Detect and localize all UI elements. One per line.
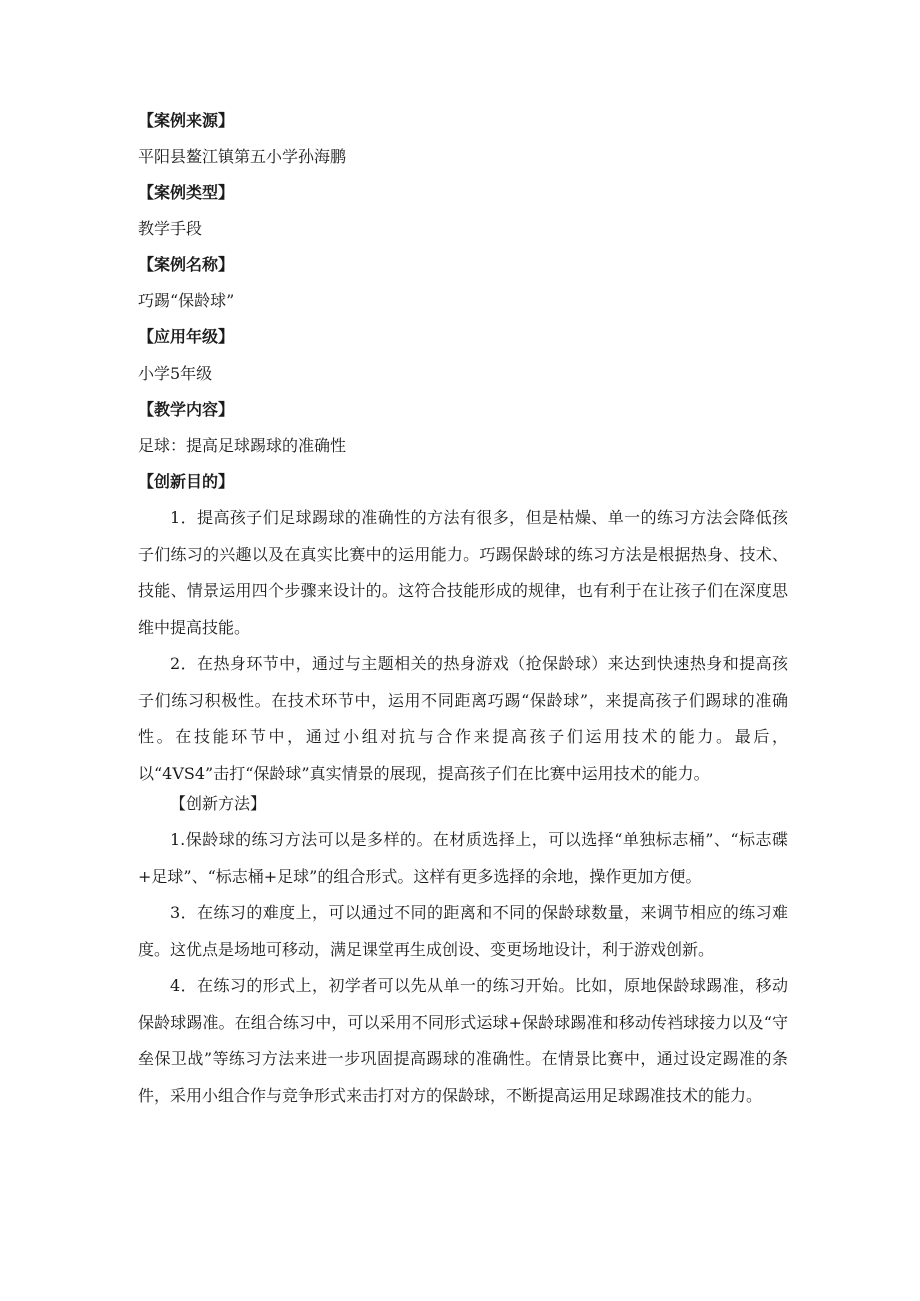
type-value: 教学手段 [138,219,203,238]
content-heading: 【教学内容】 [138,400,235,419]
purpose-heading: 【创新目的】 [138,472,235,491]
source-value: 平阳县鳌江镇第五小学孙海鹏 [138,147,347,166]
content-value: 足球：提高足球踢球的准确性 [138,436,347,455]
purpose-paragraph-2: 2．在热身环节中，通过与主题相关的热身游戏（抢保龄球）来达到快速热身和提高孩子们练习积极性。在技术环节中，运用不同距离巧踢“保龄球”，来提高孩子们踢球的准确性。在技能环节中，通过小组对抗与合作来提高孩子们运用技术的能力。最后，以“4VS4”击打“保龄球”真实情景的展现，提高孩子们在比赛中运用技术的能力。 [138,654,788,783]
source-heading: 【案例来源】 [138,111,235,130]
grade-value: 小学5年级 [138,364,213,383]
type-heading: 【案例类型】 [138,183,235,202]
method-heading: 【创新方法】 [170,794,267,813]
method-paragraph-4: 4．在练习的形式上，初学者可以先从单一的练习开始。比如，原地保龄球踢准，移动保龄球踢准。在组合练习中，可以采用不同形式运球+保龄球踢准和移动传裆球接力以及“守垒保卫战”等练习方法来进一步巩固提高踢球的准确性。在情景比赛中，通过设定踢准的条件，采用小组合作与竞争形式来击打对方的保龄球，不断提高运用足球踢准技术的能力。 [138,976,788,1105]
grade-heading: 【应用年级】 [138,327,235,346]
method-paragraph-3: 3．在练习的难度上，可以通过不同的距离和不同的保龄球数量，来调节相应的练习难度。这优点是场地可移动，满足课堂再生成创设、变更场地设计，利于游戏创新。 [138,903,788,959]
name-heading: 【案例名称】 [138,255,235,274]
method-paragraph-1: 1.保龄球的练习方法可以是多样的。在材质选择上，可以选择“单独标志桶”、“标志碟+足球”、“标志桶+足球”的组合形式。这样有更多选择的余地，操作更加方便。 [138,830,788,886]
purpose-paragraph-1: 1．提高孩子们足球踢球的准确性的方法有很多，但是枯燥、单一的练习方法会降低孩子们练习的兴趣以及在真实比赛中的运用能力。巧踢保龄球的练习方法是根据热身、技术、技能、情景运用四个步骤来设计的。这符合技能形成的规律，也有利于在让孩子们在深度思维中提高技能。 [138,508,788,637]
name-value: 巧踢“保龄球” [138,291,235,310]
